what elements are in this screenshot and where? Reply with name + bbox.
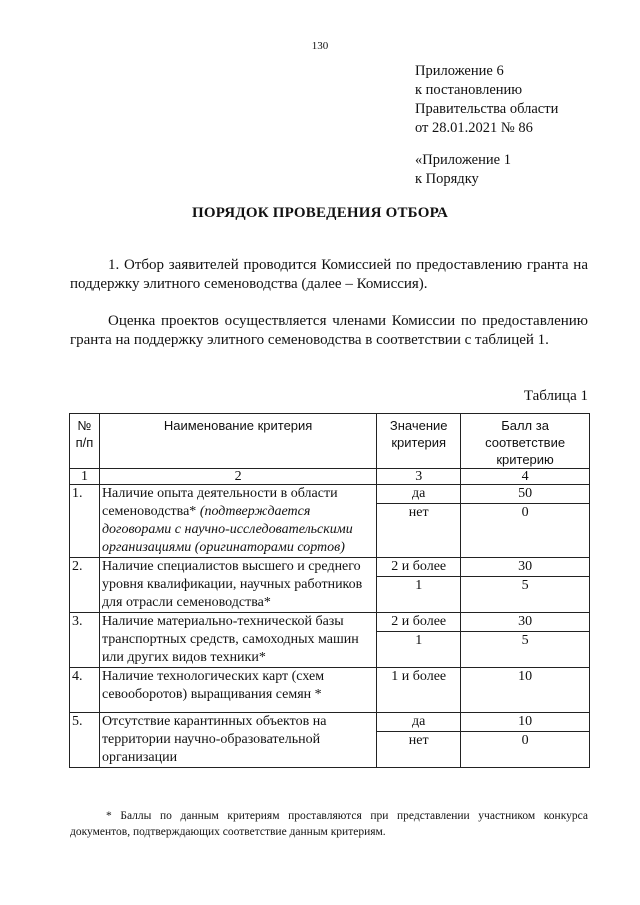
score-cell: 30 (518, 559, 533, 574)
score-cell: 10 (518, 714, 533, 729)
value-cell: да (412, 714, 426, 729)
row-criterion: Наличие специалистов высшего и среднего уровня квалификации, научных работников для отрасли семеноводства* (99, 558, 376, 613)
value-cell: 1 (377, 576, 460, 595)
column-number-row (70, 469, 590, 485)
table-row (70, 558, 590, 613)
score-cell: 30 (518, 614, 533, 629)
score-cell: 0 (461, 503, 589, 522)
value-cell: 1 и более (391, 669, 447, 684)
row-number: 4. (70, 668, 100, 713)
value-cell: 2 и более (391, 614, 447, 629)
column-number: 2 (99, 469, 376, 485)
header-score: Балл за соответствие критерию (461, 414, 590, 469)
appendix-subheader (415, 151, 511, 189)
appendix-header (415, 62, 558, 138)
row-number: 1. (70, 485, 100, 558)
value-cell: нет (377, 503, 460, 522)
page-number: 130 (311, 40, 329, 52)
column-number: 4 (461, 469, 590, 485)
appendix-header-line: Приложение 6 (415, 63, 504, 79)
table-row (70, 485, 590, 558)
criterion-text: Наличие опыта деятельности в области семеноводства* (101, 486, 338, 519)
table-row (70, 613, 590, 668)
score-cell: 5 (461, 576, 589, 595)
row-criterion: Наличие материально-технической базы транспортных средств, самоходных машин или других видов техники* (99, 613, 376, 668)
value-cell: нет (377, 731, 460, 750)
row-values (377, 713, 461, 768)
paragraph: 1. Отбор заявителей проводится Комиссией по предоставлению гранта на поддержку элитного семеноводства (далее – Комиссия). (70, 257, 588, 292)
row-scores (461, 713, 590, 768)
table-header-row (70, 414, 590, 469)
appendix-header-line: Правительства области (415, 101, 559, 117)
row-scores (461, 668, 590, 713)
header-name: Наименование критерия (99, 414, 376, 469)
row-criterion: Наличие технологических карт (схем севооборотов) выращивания семян * (99, 668, 376, 713)
document-title: ПОРЯДОК ПРОВЕДЕНИЯ ОТБОРА (191, 205, 449, 221)
appendix-header-line: от 28.01.2021 № 86 (415, 120, 533, 136)
row-number: 5. (70, 713, 100, 768)
row-criterion: Отсутствие карантинных объектов на территории научно-образовательной организации (99, 713, 376, 768)
header-num: № п/п (70, 414, 100, 469)
score-cell: 5 (461, 631, 589, 650)
row-values (377, 485, 461, 558)
header-value: Значение критерия (377, 414, 461, 469)
row-values (377, 558, 461, 613)
footnote: * Баллы по данным критериям проставляются при представлении участником конкурса документов, подтверждающих соответствие данным критериям. (70, 810, 588, 838)
criterion-note: (подтверждается договорами с научно-исследовательскими организациями (оригинаторами сортов) (101, 504, 353, 555)
score-cell: 10 (518, 669, 533, 684)
value-cell: да (412, 486, 426, 501)
column-number: 3 (377, 469, 461, 485)
appendix-subheader-line: «Приложение 1 (415, 152, 511, 168)
row-number: 2. (70, 558, 100, 613)
criteria-table (69, 413, 590, 768)
row-criterion (99, 485, 376, 558)
value-cell: 1 (377, 631, 460, 650)
row-scores (461, 558, 590, 613)
appendix-header-line: к постановлению (415, 82, 523, 98)
table-row (70, 668, 590, 713)
row-values (377, 668, 461, 713)
row-number: 3. (70, 613, 100, 668)
score-cell: 0 (461, 731, 589, 750)
table-row (70, 713, 590, 768)
row-scores (461, 485, 590, 558)
score-cell: 50 (518, 486, 533, 501)
appendix-subheader-line: к Порядку (415, 171, 479, 187)
row-values (377, 613, 461, 668)
value-cell: 2 и более (391, 559, 447, 574)
paragraph: Оценка проектов осуществляется членами Комиссии по предоставлению гранта на поддержку элитного семеноводства в соответствии с таблицей 1. (70, 313, 588, 348)
table-label: Таблица 1 (523, 388, 588, 404)
row-scores (461, 613, 590, 668)
column-number: 1 (70, 469, 100, 485)
